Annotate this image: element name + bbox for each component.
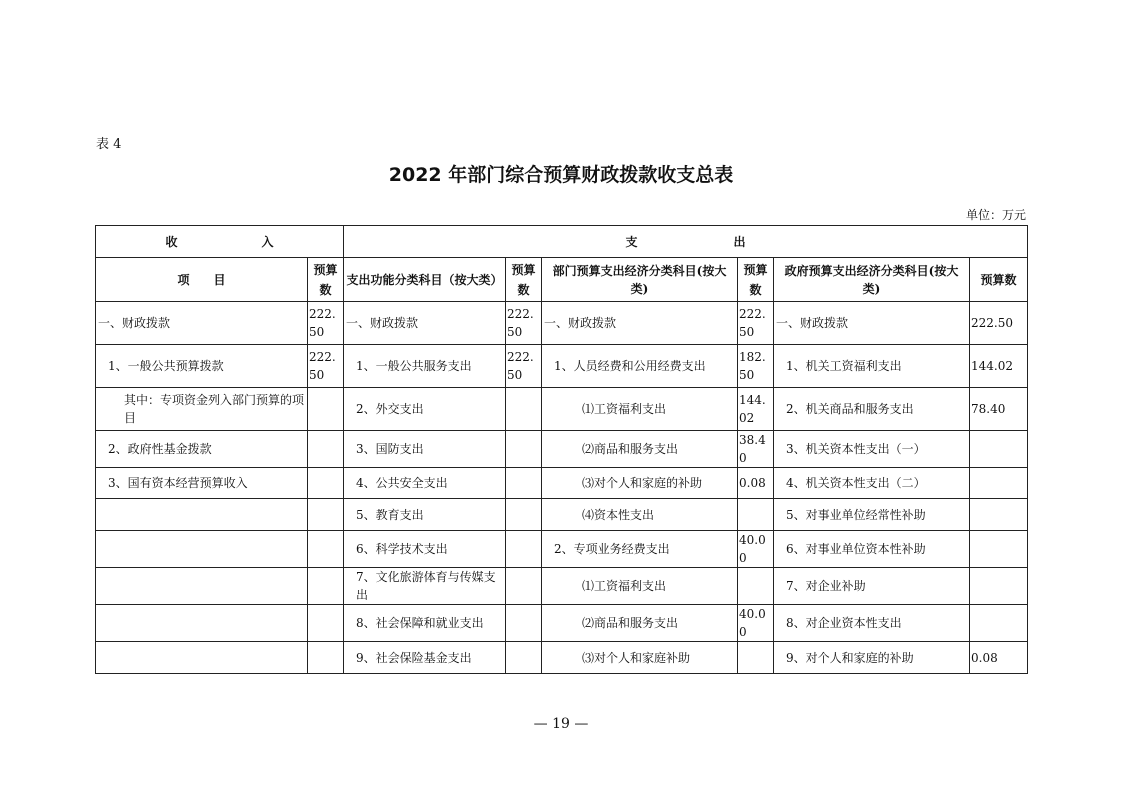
income-amount-cell: 222.50 [308,302,344,345]
budget-table [95,225,1028,674]
func-amount-cell [506,431,542,468]
budget-amount-header: 预算数 [506,258,542,302]
gov-item-cell: 5、对事业单位经常性补助 [774,499,970,531]
income-amount-cell [308,468,344,499]
dept-item-cell: ⑶对个人和家庭的补助 [542,468,738,499]
gov-amount-cell: 144.02 [970,345,1028,388]
dept-amount-cell [738,642,774,674]
dept-item-cell: ⑶对个人和家庭补助 [542,642,738,674]
dept-item-cell: ⑴工资福利支出 [542,388,738,431]
gov-item-cell: 一、财政拨款 [774,302,970,345]
func-item-cell: 4、公共安全支出 [344,468,506,499]
gov-item-cell: 6、对事业单位资本性补助 [774,531,970,568]
dept-item-cell: ⑴工资福利支出 [542,568,738,605]
func-amount-cell [506,531,542,568]
page-title: 2022 年部门综合预算财政拨款收支总表 [388,164,734,186]
budget-amount-header: 预算数 [738,258,774,302]
gov-item-cell: 8、对企业资本性支出 [774,605,970,642]
dept-amount-cell [738,499,774,531]
gov-amount-cell: 78.40 [970,388,1028,431]
dept-econ-class-header: 部门预算支出经济分类科目(按大类) [542,258,738,302]
income-item-cell: 3、国有资本经营预算收入 [96,468,308,499]
gov-amount-cell [970,568,1028,605]
budget-amount-header: 预算数 [308,258,344,302]
dept-amount-cell: 40.00 [738,531,774,568]
dept-item-cell: ⑵商品和服务支出 [542,431,738,468]
income-amount-cell [308,605,344,642]
gov-amount-cell: 0.08 [970,642,1028,674]
table-row [96,468,1028,499]
table-label: 表 4 [96,137,122,152]
income-item-cell [96,605,308,642]
table-row [96,605,1028,642]
dept-amount-cell: 144.02 [738,388,774,431]
dept-item-cell: 1、人员经费和公用经费支出 [542,345,738,388]
income-item-cell [96,499,308,531]
dept-item-cell: 2、专项业务经费支出 [542,531,738,568]
gov-amount-cell [970,468,1028,499]
table-row [96,302,1028,345]
func-item-cell: 5、教育支出 [344,499,506,531]
func-item-cell: 7、文化旅游体育与传媒支出 [344,568,506,605]
unit-label: 单位：万元 [965,208,1026,222]
gov-item-cell: 1、机关工资福利支出 [774,345,970,388]
dept-amount-cell: 0.08 [738,468,774,499]
gov-item-cell: 9、对个人和家庭的补助 [774,642,970,674]
dept-amount-cell [738,568,774,605]
gov-item-cell: 4、机关资本性支出（二） [774,468,970,499]
income-amount-cell [308,531,344,568]
func-item-cell: 9、社会保险基金支出 [344,642,506,674]
income-amount-cell [308,642,344,674]
func-amount-cell [506,499,542,531]
dept-amount-cell: 222.50 [738,302,774,345]
func-amount-cell [506,388,542,431]
func-item-cell: 8、社会保障和就业支出 [344,605,506,642]
dept-item-cell: ⑵商品和服务支出 [542,605,738,642]
income-item-cell: 其中：专项资金列入部门预算的项目 [96,388,308,431]
dept-amount-cell: 38.40 [738,431,774,468]
gov-amount-cell: 222.50 [970,302,1028,345]
gov-item-cell: 2、机关商品和服务支出 [774,388,970,431]
dept-item-cell: 一、财政拨款 [542,302,738,345]
gov-amount-cell [970,499,1028,531]
income-amount-cell [308,568,344,605]
income-item-cell: 2、政府性基金拨款 [96,431,308,468]
expense-header: 支 出 [344,226,1028,258]
func-item-cell: 1、一般公共服务支出 [344,345,506,388]
page-number: — 19 — [533,716,589,732]
table-row [96,642,1028,674]
income-amount-cell: 222.50 [308,345,344,388]
income-header: 收 入 [96,226,344,258]
table-row [96,345,1028,388]
gov-amount-cell [970,531,1028,568]
func-item-cell: 2、外交支出 [344,388,506,431]
dept-amount-cell: 40.00 [738,605,774,642]
table-row [96,531,1028,568]
dept-amount-cell: 182.50 [738,345,774,388]
func-amount-cell: 222.50 [506,345,542,388]
func-amount-cell [506,568,542,605]
gov-item-cell: 7、对企业补助 [774,568,970,605]
gov-amount-cell [970,605,1028,642]
func-item-cell: 3、国防支出 [344,431,506,468]
item-header: 项 目 [96,258,308,302]
func-amount-cell [506,468,542,499]
budget-amount-header: 预算数 [970,258,1028,302]
income-item-cell: 一、财政拨款 [96,302,308,345]
table-row [96,431,1028,468]
gov-amount-cell [970,431,1028,468]
func-amount-cell [506,642,542,674]
income-amount-cell [308,499,344,531]
income-item-cell: 1、一般公共预算拨款 [96,345,308,388]
income-amount-cell [308,431,344,468]
table-row [96,568,1028,605]
dept-item-cell: ⑷资本性支出 [542,499,738,531]
table-row [96,388,1028,431]
func-amount-cell: 222.50 [506,302,542,345]
gov-item-cell: 3、机关资本性支出（一） [774,431,970,468]
table-row [96,499,1028,531]
func-item-cell: 一、财政拨款 [344,302,506,345]
gov-econ-class-header: 政府预算支出经济分类科目(按大类) [774,258,970,302]
func-amount-cell [506,605,542,642]
income-item-cell [96,642,308,674]
income-item-cell [96,568,308,605]
func-class-header: 支出功能分类科目（按大类） [344,258,506,302]
func-item-cell: 6、科学技术支出 [344,531,506,568]
income-item-cell [96,531,308,568]
income-amount-cell [308,388,344,431]
